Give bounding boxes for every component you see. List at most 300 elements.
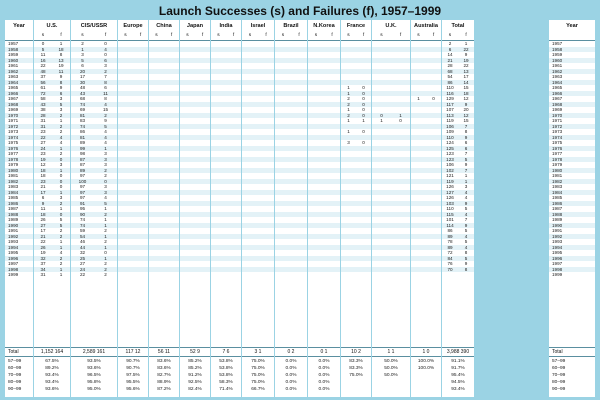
failure-cell [324,272,340,278]
percent-row [211,386,241,393]
total-cell [149,347,179,357]
success-cell: 14 [447,52,453,57]
percent-value: 50.0% [384,359,398,364]
percent-value: 85.2% [188,359,202,364]
total-label: Total [552,349,563,355]
failure-cell: 2 [59,123,63,129]
success-label: s [217,33,220,38]
percent-rows [211,358,241,393]
year-cell: 1990 [8,222,19,228]
failure-cell: 5 [59,217,63,222]
failure-cell [391,272,410,278]
failure-cell: 7 [464,151,468,156]
year-cell: 1977 [552,151,563,156]
percent-row [242,372,274,379]
success-cell: 56 [40,79,46,85]
sf-header [71,32,117,40]
success-cell: 74 [79,217,86,222]
table-row [411,272,441,278]
percent-period: 80–99 [552,380,566,385]
failure-cell: 15 [463,118,469,123]
percent-value: 0.0% [318,380,330,385]
failure-cell: 20 [463,107,469,112]
success-cell: 81 [79,134,86,140]
failure-cell: 4 [104,134,107,140]
success-cell: 89 [447,244,453,250]
failure-cell: 0 [59,178,63,184]
percent-value: 87.2% [157,387,171,392]
year-cell: 1957 [552,41,563,46]
failure-cell: 3 [59,162,63,167]
failure-cell [291,272,307,278]
success-cell: 34 [40,266,46,272]
percent-row [34,386,70,393]
failure-cell: 8 [104,96,107,101]
failure-cell: 1 [362,118,365,123]
success-label: s [124,33,127,38]
percent-row [34,358,70,365]
percent-period: 60–99 [552,366,566,371]
failure-cell: 3 [104,151,107,156]
success-cell: 19 [40,250,46,255]
table-row [118,272,148,278]
success-cell: 17 [40,189,46,195]
failure-cell: 0 [104,178,107,184]
percent-row [341,372,371,379]
success-cell: 110 [446,85,454,90]
percent-row [442,358,474,365]
success-cell: 115 [446,211,454,217]
failure-cell [258,272,274,278]
percent-row [372,386,410,393]
year-cell: 1963 [552,74,563,79]
data-rows [372,41,410,278]
failure-label: f [232,33,235,38]
failure-cell: 9 [104,118,107,123]
success-label: s [281,33,285,38]
year-cell: 1991 [552,228,563,233]
year-cell: 1988 [8,211,19,217]
total-cell [118,347,148,357]
percent-value: 100.0% [417,366,435,371]
sf-header [275,32,307,40]
country-column [411,20,441,397]
percent-value: 95.6% [126,387,140,392]
percent-value: 82.4% [188,387,202,392]
success-cell: 43 [40,101,46,107]
year-cell: 1958 [552,46,563,52]
success-cell: 17 [40,228,46,233]
failure-cell: 9 [464,101,468,107]
success-cell: 0 [380,112,383,118]
country-header: India [219,23,233,29]
year-cell: 1964 [8,79,19,85]
country-column [118,20,148,397]
percent-rows [372,358,410,393]
year-cell: 1984 [552,189,563,195]
failure-cell: 0 [362,112,365,118]
total-value: 3,988 390 [446,349,470,355]
success-label: s [380,33,383,38]
failure-cell: 0 [432,96,435,101]
failure-cell: 19 [463,57,469,63]
success-cell [308,272,324,278]
percent-value: 0.0% [285,380,297,385]
success-label: s [186,33,189,38]
failure-cell: 0 [59,173,63,178]
total-cell [34,347,70,357]
percent-value: 93.4% [45,373,59,378]
failure-cell: 4 [464,189,468,195]
year-cell: 1966 [552,90,563,96]
percent-row [411,358,441,365]
year-cell: 1992 [552,233,563,239]
failure-cell: 1 [399,112,402,118]
year-cell: 1970 [552,112,563,118]
failure-cell: 5 [104,200,107,206]
success-cell: 123 [446,151,454,156]
country-column [308,20,340,397]
success-cell: 91 [79,200,86,206]
success-cell: 89 [79,167,86,173]
success-cell: 6 [81,63,84,68]
success-cell: 2 [347,101,350,107]
percent-value: 95.8% [87,380,101,385]
percent-row [411,379,441,386]
percent-rows [149,358,179,393]
failure-cell: 1 [104,222,107,228]
total-cell [372,347,410,357]
percent-value: 0.0% [318,366,330,371]
failure-cell [426,272,441,278]
success-cell: 1 [347,107,350,112]
success-cell: 0 [41,41,45,46]
failure-cell: 0 [362,107,365,112]
percent-row [5,372,33,379]
percent-rows [308,358,340,393]
failure-cell: 2 [104,261,107,266]
year-cell: 1960 [8,57,19,63]
success-cell: 119 [446,178,454,184]
success-cell [211,272,226,278]
total-cell [71,347,117,357]
percent-row [242,365,274,372]
success-cell: 72 [447,250,453,255]
failure-cell: 0 [362,129,365,134]
sf-header [180,32,210,40]
percent-value: 0.0% [285,387,297,392]
success-cell: 31 [40,123,46,129]
percent-row [180,386,210,393]
failure-cell: 3 [59,195,63,200]
failure-cell: 1 [59,206,63,211]
failure-cell: 8 [59,79,63,85]
percent-value: 0.0% [318,359,330,364]
percent-row [442,372,474,379]
failure-cell: 9 [464,134,468,140]
percent-row [5,358,33,365]
failure-cell: 6 [104,85,107,90]
data-rows [149,41,179,278]
success-label: s [347,33,350,38]
success-cell [242,272,258,278]
percent-value: 75.0% [349,373,363,378]
failure-cell: 3 [104,162,107,167]
success-cell: 119 [446,118,454,123]
percent-value: 50.0% [384,373,398,378]
failure-cell: 4 [104,140,107,145]
failure-label: f [298,33,300,38]
year-row [549,272,595,278]
year-cell: 1964 [552,79,563,85]
failure-cell: 1 [59,239,63,244]
table-row [34,272,70,278]
failure-cell: 1 [104,206,107,211]
success-cell: 89 [447,233,453,239]
year-cell: 1961 [8,63,19,68]
failure-cell: 1 [59,145,63,151]
year-rows [5,41,33,278]
country-header: U.S. [46,23,58,29]
sf-header [211,32,241,40]
percent-row [118,372,148,379]
failure-cell: 8 [464,129,468,134]
year-cell: 1975 [552,140,563,145]
percent-value: 83.3% [349,359,363,364]
failure-cell: 2 [104,272,107,277]
failure-cell: 9 [464,200,468,206]
year-cell: 1960 [552,57,563,63]
year-cell: 1982 [552,178,563,184]
percent-row [118,365,148,372]
percent-value: 94.5% [451,380,465,385]
success-cell: 70 [447,266,453,272]
table-row [242,272,274,278]
year-cell: 1992 [8,233,19,239]
year-cell: 1974 [8,134,19,140]
success-cell [341,272,356,278]
data-rows [71,41,117,278]
failure-cell: 2 [59,261,63,266]
success-cell: 21 [40,184,46,189]
year-cell: 1993 [8,239,19,244]
year-cell: 1986 [8,200,19,206]
data-rows [211,41,241,278]
success-cell: 2 [347,112,350,118]
percent-value: 83.6% [157,366,171,371]
failure-cell: 6 [464,145,468,151]
failure-label: f [170,33,173,38]
failure-cell: 0 [59,211,63,217]
percent-row [442,365,474,372]
percent-rows [34,358,70,393]
failure-cell: 2 [59,255,63,261]
data-rows [275,41,307,278]
success-cell: 27 [40,222,46,228]
percent-row [71,372,117,379]
percent-value: 96.5% [87,373,101,378]
year-cell: 1989 [552,217,563,222]
success-cell: 124 [446,140,454,145]
percent-value [341,379,371,386]
success-cell [275,272,291,278]
sf-header [372,32,410,40]
failure-cell: 2 [59,151,63,156]
total-label: Total [8,349,19,355]
total-value: 2,589 161 [82,349,106,355]
percent-row [71,379,117,386]
year-cell: 1982 [8,178,19,184]
right-year-column [549,20,595,397]
failure-cell: 1 [59,189,63,195]
failure-cell: 5 [464,255,468,261]
total-value: 52 9 [190,349,200,355]
success-cell: 126 [446,195,454,200]
failure-cell: 1 [104,145,107,151]
year-cell: 1980 [552,167,563,173]
percent-value: 90.7% [126,359,140,364]
success-cell: 21 [40,233,46,239]
success-cell [149,272,164,278]
percent-rows [118,358,148,393]
percent-row [118,358,148,365]
year-cell: 1979 [8,162,19,167]
success-cell: 30 [79,79,86,85]
percent-value: 91.7% [451,366,465,371]
percent-rows [549,358,595,393]
failure-cell: 1 [464,178,468,184]
failure-cell: 6 [104,57,107,63]
year-cell: 1987 [552,206,563,211]
failure-cell: 18 [58,46,64,52]
success-cell: 32 [79,250,86,255]
success-cell: 86 [447,79,453,85]
success-cell: 11 [40,52,46,57]
year-cell: 1990 [552,222,563,228]
success-cell: 27 [40,140,46,145]
failure-label: f [399,33,402,38]
success-cell: 97 [79,189,86,195]
success-cell: 18 [40,167,46,173]
success-cell: 114 [446,222,454,228]
total-value: 56 11 [157,349,171,355]
year-cell: 1996 [8,255,19,261]
failure-cell: 11 [103,90,108,96]
failure-cell: 2 [59,233,63,239]
percent-value: 66.7% [251,387,265,392]
country-header: Total [451,23,465,29]
failure-cell: 4 [464,211,468,217]
total-value: 0 1 [320,349,328,355]
left-year-column [5,20,33,397]
year-cell: 1967 [8,96,19,101]
success-cell: 32 [40,255,46,261]
failure-cell: 2 [104,266,107,272]
table-row [71,272,117,278]
failure-cell: 9 [59,85,63,90]
success-cell: 74 [79,101,86,107]
percent-value: 50.0% [384,366,398,371]
percent-row [549,372,595,379]
failure-cell: 4 [59,140,63,145]
failure-label: f [201,33,204,38]
failure-label: f [104,33,107,38]
percent-value: 93.4% [451,387,465,392]
failure-cell: 0 [59,156,63,162]
total-value: 1,152 164 [40,349,64,355]
success-cell: 129 [446,96,454,101]
percent-row [341,358,371,365]
percent-row [275,358,307,365]
year-cell: 1976 [8,145,19,151]
success-cell: 106 [446,123,454,129]
total-value: 10 2 [351,349,361,355]
percent-value: 92.5% [188,380,202,385]
failure-cell: 2 [104,173,107,178]
failure-cell: 9 [464,222,468,228]
year-cell: 1986 [552,200,563,206]
percent-row [71,365,117,372]
percent-rows [275,358,307,393]
success-cell: 48 [79,85,86,90]
sf-header [242,32,274,40]
year-cell: 1997 [552,261,563,266]
percent-row [5,386,33,393]
total-value: 1 1 [387,349,395,355]
failure-cell: 2 [59,228,63,233]
percent-row [34,365,70,372]
year-cell: 1983 [552,184,563,189]
sf-header [442,32,474,40]
percent-row [149,386,179,393]
success-cell: 86 [79,129,86,134]
success-cell: 26 [40,217,46,222]
success-cell: 59 [79,228,86,233]
failure-cell: 17 [463,74,469,79]
year-cell: 1963 [8,74,19,79]
year-cell: 1968 [8,101,19,107]
failure-cell: 0 [362,96,365,101]
country-column [180,20,210,397]
failure-cell: 2 [104,211,107,217]
failure-label: f [432,33,435,38]
percent-value: 85.2% [188,366,202,371]
percent-period: 57–99 [8,359,22,364]
percent-row [242,358,274,365]
success-cell: 123 [446,156,454,162]
percent-row [341,365,371,372]
percent-row [308,365,340,372]
success-cell: 28 [40,112,46,118]
percent-row [71,386,117,393]
table-row [308,272,340,278]
success-cell: 121 [446,173,454,178]
total-value: 7 6 [222,349,230,355]
percent-period: 57–99 [552,359,566,364]
failure-cell: 12 [463,96,469,101]
failure-cell: 8 [104,79,107,85]
sf-header [118,32,148,40]
percent-value: 53.8% [219,366,233,371]
failure-cell: 5 [464,239,468,244]
success-cell: 26 [40,244,46,250]
year-cell: 1988 [552,211,563,217]
success-cell: 44 [79,244,86,250]
success-cell: 27 [79,261,86,266]
year-header: Year [13,23,25,29]
success-cell [180,272,195,278]
country-column [211,20,241,397]
